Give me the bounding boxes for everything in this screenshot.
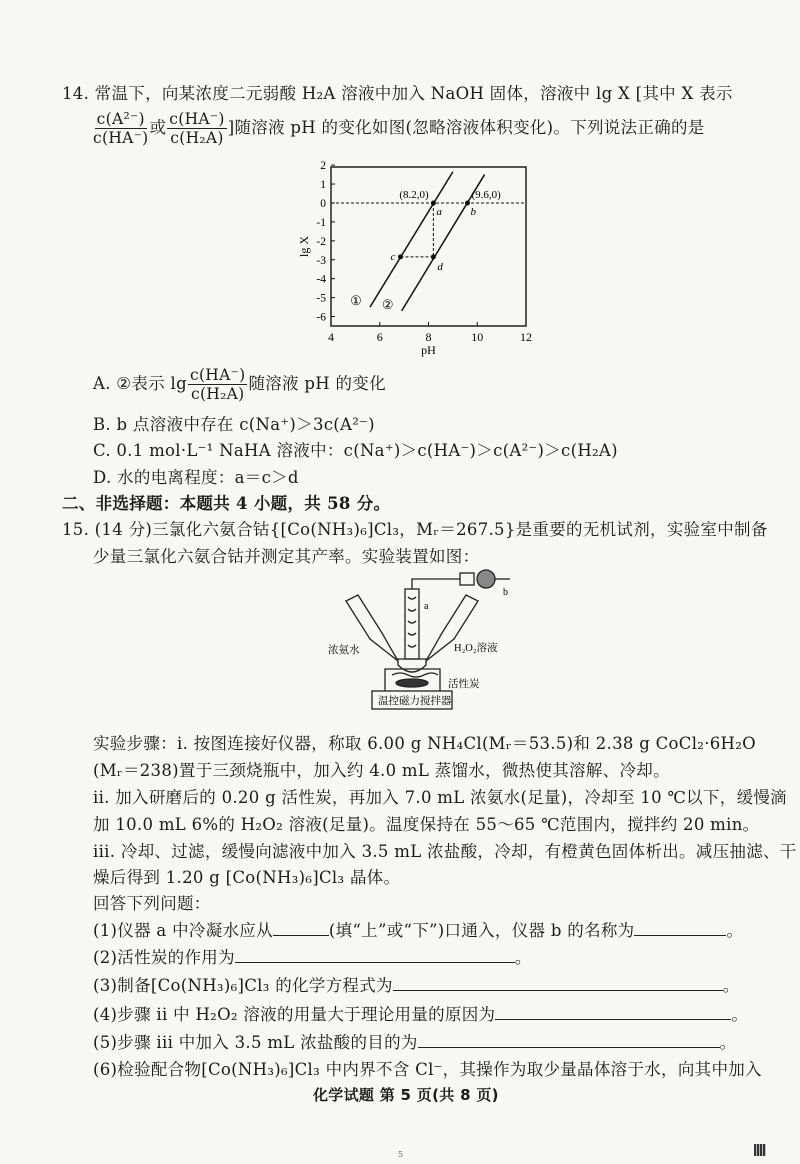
series-label: ②: [381, 296, 394, 312]
step-line: 实验步骤：i. 按图连接好仪器，称取 6.00 g NH₄Cl(Mᵣ＝53.5)和 2.38 g CoCl₂·6H₂O: [93, 734, 756, 753]
y-tick-label: 0: [320, 197, 326, 210]
label-a: a: [424, 601, 429, 612]
y-tick-label: 1: [320, 179, 326, 192]
q14-stem-line1: 14. 常温下，向某浓度二元弱酸 H₂A 溶液中加入 NaOH 固体，溶液中 lg X [其中 X 表示: [62, 84, 733, 103]
y-axis-label: lg X: [297, 236, 311, 257]
series-label: ①: [350, 293, 362, 309]
step-line: 加 10.0 mL 6%的 H₂O₂ 溶液(足量)。温度保持在 55～65 ℃范围内，搅拌约 20 min。: [93, 815, 760, 834]
answer-blank[interactable]: [418, 1033, 720, 1048]
y-tick-label: -3: [316, 254, 326, 267]
question-2: (2)活性炭的作用为 。: [93, 948, 532, 967]
x-tick-label: 4: [328, 330, 334, 344]
y-tick-label: -5: [316, 292, 326, 305]
label-stirrer: 温控磁力搅拌器: [378, 696, 452, 707]
question-4: (4)步骤 ii 中 H₂O₂ 溶液的用量大于理论用量的原因为 。: [93, 1005, 749, 1024]
label-h2o2: H₂O₂溶液: [454, 643, 498, 654]
answer-blank[interactable]: [634, 921, 726, 936]
question-5: (5)步骤 iii 中加入 3.5 mL 浓盐酸的目的为 。: [93, 1033, 737, 1052]
q15-stem-line1: 15. (14 分)三氯化六氨合钴{[Co(NH₃)₆]Cl₃，Mᵣ＝267.5}是重要的无机试剂，实验室中制备: [62, 520, 768, 539]
step-line: (Mᵣ＝238)置于三颈烧瓶中，加入约 4.0 mL 蒸馏水，微热使其溶解、冷却。: [93, 761, 670, 780]
question-6: (6)检验配合物[Co(NH₃)₆]Cl₃ 中内界不含 Cl⁻，其操作为取少量晶体溶于水，向其中加入: [93, 1060, 762, 1079]
lgx-ph-chart: [0, 0, 800, 370]
step-line: iii. 冷却、过滤，缓慢向滤液中加入 3.5 mL 浓盐酸，冷却，有橙黄色固体析出。减压抽滤、干: [93, 842, 797, 861]
fraction-ha-h2a: $\frac{c(HA^-)}{\text{c(H₂A)}}$: [169, 110, 225, 147]
q14-option-a[interactable]: A. ②表示 lg $\frac{c(HA^-)}{\text{c(H₂A)}}$ 随溶液 pH 的变化: [93, 366, 386, 403]
point-label: a: [436, 205, 442, 218]
qr-code-logo: [754, 1144, 766, 1156]
q14-option-c[interactable]: C. 0.1 mol·L⁻¹ NaHA 溶液中：c(Na⁺)＞c(HA⁻)＞c(A²⁻)＞c(H₂A): [93, 441, 618, 460]
x-tick-label: 10: [471, 330, 484, 344]
liquid-level: [392, 673, 438, 677]
answer-blank[interactable]: [393, 976, 723, 991]
page-number: 5: [398, 1150, 404, 1159]
apparatus-diagram: [300, 567, 540, 727]
point-annotation: (9.6,0): [471, 188, 501, 201]
answer-prompt: 回答下列问题：: [93, 894, 211, 913]
page-footer: 化学试题 第 5 页(共 8 页): [313, 1086, 499, 1104]
q14-stem-line2: $\frac{\text{c(A²⁻)}}{c(HA^-)}$ 或 $\frac{c(HA^-)}{\text{c(H₂A)}}$ ]随溶液 pH 的变化如图(忽略溶液体积变化)。下列说法正确的是: [93, 110, 705, 147]
activated-carbon: [396, 679, 428, 687]
label-ammonia: 浓氨水: [328, 645, 360, 656]
data-point: [398, 254, 403, 259]
y-tick-label: 2: [320, 160, 326, 173]
x-tick-label: 8: [425, 330, 432, 344]
point-annotation: (8.2,0): [399, 188, 429, 201]
x-tick-label: 12: [520, 330, 532, 344]
y-tick-label: -4: [316, 273, 326, 286]
q14-option-d[interactable]: D. 水的电离程度：a＝c＞d: [93, 468, 299, 487]
drying-tube-b: [477, 570, 495, 588]
answer-blank[interactable]: [495, 1005, 731, 1020]
step-line: ii. 加入研磨后的 0.20 g 活性炭，再加入 7.0 mL 浓氨水(足量)，冷却至 10 ℃以下，缓慢滴: [93, 788, 787, 807]
label-b: b: [503, 587, 508, 598]
three-neck-flask: [398, 659, 426, 672]
fraction-a2-ha: $\frac{\text{c(A²⁻)}}{c(HA^-)}$: [93, 110, 149, 147]
data-point: [431, 200, 436, 205]
q15-stem-line2: 少量三氯化六氨合钴并测定其产率。实验装置如图：: [93, 547, 480, 566]
y-tick-label: -1: [316, 216, 326, 229]
question-3: (3)制备[Co(NH₃)₆]Cl₃ 的化学方程式为 。: [93, 976, 740, 995]
label-carbon: 活性炭: [448, 679, 480, 690]
answer-blank[interactable]: [235, 948, 515, 963]
data-point: [431, 254, 436, 259]
x-axis-label: pH: [421, 343, 436, 357]
point-label: d: [437, 260, 443, 273]
q14-option-b[interactable]: B. b 点溶液中存在 c(Na⁺)＞3c(A²⁻): [93, 415, 375, 434]
tube: [412, 579, 460, 589]
fraction-option-a: $\frac{c(HA^-)}{\text{c(H₂A)}}$: [189, 366, 246, 403]
data-point: [465, 200, 470, 205]
step-line: 燥后得到 1.20 g [Co(NH₃)₆]Cl₃ 晶体。: [93, 868, 401, 887]
y-tick-label: -6: [316, 311, 326, 324]
section-heading: 二、非选择题：本题共 4 小题，共 58 分。: [62, 494, 391, 513]
y-tick-label: -2: [316, 235, 326, 248]
question-1: (1)仪器 a 中冷凝水应从 (填“上”或“下”)口通入，仪器 b 的名称为 。: [93, 921, 744, 940]
answer-blank[interactable]: [273, 921, 329, 936]
point-label: b: [470, 205, 476, 218]
x-tick-label: 6: [376, 330, 383, 344]
point-label: c: [390, 250, 396, 263]
